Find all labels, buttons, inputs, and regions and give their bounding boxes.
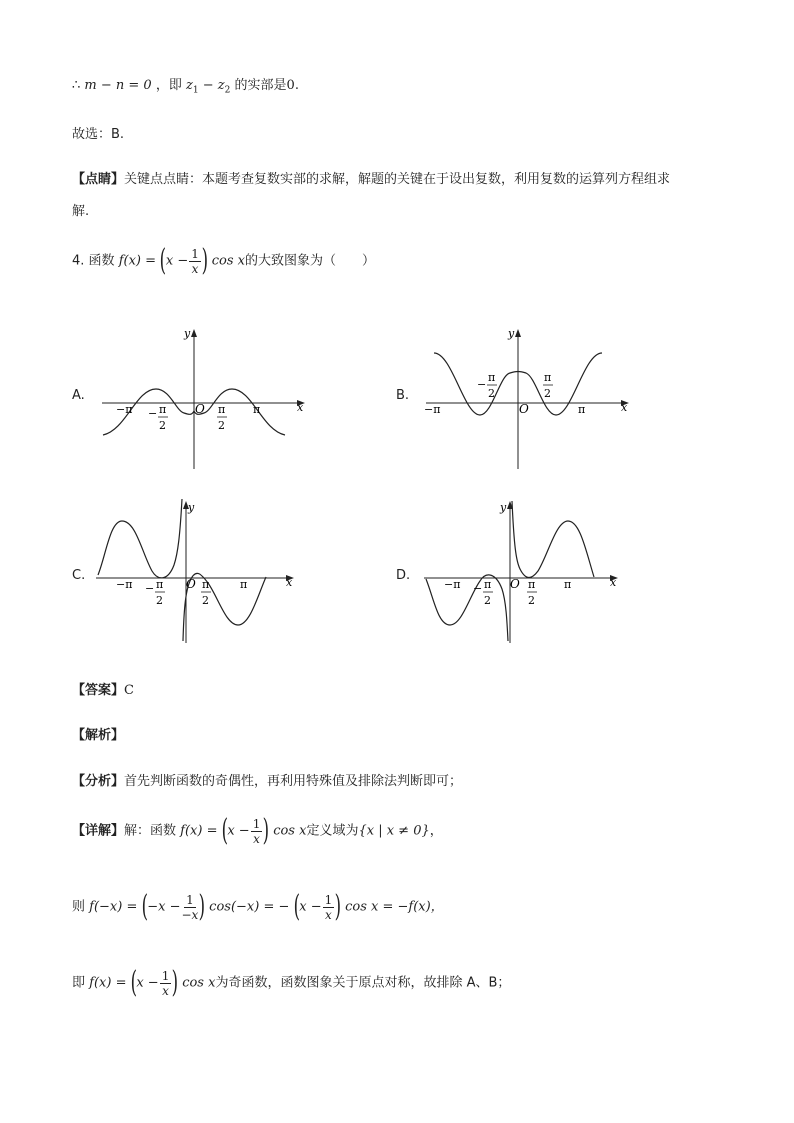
z2-subscript: 2 xyxy=(224,85,231,96)
right-paren: ) xyxy=(262,813,270,848)
neg-pi-tick-c: −π xyxy=(116,578,133,591)
graph-b xyxy=(420,325,635,475)
then-tail: cos x = −f(x)， xyxy=(345,899,444,915)
line-real-part xyxy=(72,74,299,96)
pi-tick-d: π xyxy=(564,578,572,591)
right-paren: ) xyxy=(334,889,342,924)
ie-line xyxy=(72,965,511,1000)
graph-d xyxy=(418,495,633,647)
ie-x-minus: x − xyxy=(136,975,159,991)
fenxi-line xyxy=(72,770,462,789)
choice-line: 故选：B. xyxy=(72,127,125,142)
answer-line xyxy=(72,679,134,698)
x-label-c: x xyxy=(286,576,293,589)
fraction-1-over-x xyxy=(323,894,335,921)
x-minus: x − xyxy=(165,253,189,269)
neg-pi-tick-a: −π xyxy=(116,403,133,416)
half-pi-den-d: 2 xyxy=(528,594,535,607)
half-pi-den-a: 2 xyxy=(218,419,225,432)
question-number: 4. xyxy=(72,253,85,269)
half-pi-den-b: 2 xyxy=(544,387,551,400)
comment-line-1 xyxy=(72,168,670,187)
function-fx: f(x) = xyxy=(118,253,157,269)
denominator: x xyxy=(162,983,169,998)
comment-line-2: 解. xyxy=(72,204,90,219)
neg-sign-c: − xyxy=(145,582,155,595)
x-minus: x − xyxy=(299,899,322,915)
question-prefix: 函数 xyxy=(88,253,115,269)
neg-sign-b: − xyxy=(477,378,487,391)
analysis-label: 【解析】 xyxy=(72,728,125,743)
comma: ， xyxy=(429,823,443,839)
therefore-symbol: ∴ xyxy=(72,78,81,93)
neg-half-pi-num-d: π xyxy=(484,578,492,591)
right-paren: ) xyxy=(171,965,179,1000)
comment-text-1: 关键点点睛：本题考查复数实部的求解，解题的关键在于设出复数，利用复数的运算列方程组求 xyxy=(124,172,671,187)
numerator: 1 xyxy=(191,246,199,261)
left-paren: ( xyxy=(141,889,148,924)
text-ji: ，即 xyxy=(155,78,182,93)
numerator: 1 xyxy=(161,968,170,983)
y-label-c: y xyxy=(188,501,195,514)
ie-prefix: 即 xyxy=(72,975,86,991)
detail-label: 【详解】 xyxy=(72,823,125,839)
right-paren: ) xyxy=(201,243,208,278)
origin-a: O xyxy=(195,402,205,416)
denominator: x xyxy=(325,907,332,922)
denominator: x xyxy=(191,261,199,276)
left-paren: ( xyxy=(293,889,300,924)
pi-tick-a: π xyxy=(253,403,261,416)
half-pi-num-d: π xyxy=(528,578,536,591)
equation-m-n: m − n = 0 xyxy=(84,78,152,93)
detail-x-minus: x − xyxy=(227,823,250,839)
ie-cos: cos x xyxy=(182,975,216,991)
ie-text: 为奇函数，函数图象关于原点对称，故排除 A、B； xyxy=(215,975,511,991)
fenxi-label: 【分析】 xyxy=(72,774,125,789)
left-paren: ( xyxy=(130,965,137,1000)
half-pi-num-a: π xyxy=(218,403,226,416)
y-axis-arrow xyxy=(515,329,521,337)
z-symbol-2: z xyxy=(217,78,225,93)
half-pi-num-c: π xyxy=(202,578,210,591)
pi-tick-b: π xyxy=(578,403,586,416)
option-d-label: D. xyxy=(396,568,411,583)
origin-d: O xyxy=(510,577,520,591)
answer-label: 【答案】 xyxy=(72,683,125,698)
curve-d-right xyxy=(512,501,594,578)
detail-intro: 解：函数 xyxy=(124,823,177,839)
y-axis-arrow xyxy=(191,329,197,337)
neg-half-pi-den-d: 2 xyxy=(484,594,491,607)
neg-pi-tick-d: −π xyxy=(444,578,461,591)
graph-c xyxy=(90,495,305,647)
neg-half-pi-num-a: π xyxy=(159,403,167,416)
denominator: −x xyxy=(181,907,199,922)
text-real-part: 的实部是 xyxy=(234,78,287,93)
neg-half-pi-num-c: π xyxy=(156,578,164,591)
then-line xyxy=(72,889,444,924)
neg-pi-tick-b: −π xyxy=(424,403,441,416)
fraction-1-over-x xyxy=(251,818,263,845)
curve-d-left xyxy=(426,575,508,641)
neg-sign-a: − xyxy=(148,407,158,420)
curve-c-left xyxy=(98,499,182,578)
neg-half-pi-den-b: 2 xyxy=(488,387,495,400)
detail-fx: f(x) = xyxy=(180,823,218,839)
half-pi-den-c: 2 xyxy=(202,594,209,607)
cos-x: cos x xyxy=(211,253,245,269)
detail-cos: cos x xyxy=(273,823,307,839)
then-prefix: 则 xyxy=(72,899,86,915)
period: . xyxy=(294,78,299,93)
origin-c: O xyxy=(186,577,196,591)
neg-half-pi-den-c: 2 xyxy=(156,594,163,607)
cos-neg-x: cos(−x) = − xyxy=(209,899,290,915)
y-label-a: y xyxy=(184,327,191,340)
comment-label: 【点睛】 xyxy=(72,172,125,187)
fraction-1-over-x xyxy=(189,248,201,275)
numerator: 1 xyxy=(186,892,194,907)
fenxi-text: 首先判断函数的奇偶性，再利用特殊值及排除法判断即可； xyxy=(124,774,463,789)
neg-half-pi-den-a: 2 xyxy=(159,419,166,432)
origin-b: O xyxy=(519,402,529,416)
question-4 xyxy=(72,243,375,278)
half-pi-num-b: π xyxy=(544,371,552,384)
pi-tick-c: π xyxy=(240,578,248,591)
left-paren: ( xyxy=(159,243,167,278)
fraction-1-over-neg-x xyxy=(181,894,198,921)
numerator: 1 xyxy=(324,892,333,907)
graph-a xyxy=(96,325,311,475)
fraction-1-over-x xyxy=(160,970,172,997)
neg-sign-d: − xyxy=(473,582,483,595)
ie-fx: f(x) = xyxy=(89,975,127,991)
x-label-d: x xyxy=(610,576,617,589)
domain-text: 定义域为 xyxy=(306,823,359,839)
x-label-a: x xyxy=(297,401,304,414)
domain-set: {x | x ≠ 0} xyxy=(358,823,430,839)
y-label-d: y xyxy=(500,501,507,514)
numerator: 1 xyxy=(252,816,261,831)
x-label-b: x xyxy=(621,401,628,414)
denominator: x xyxy=(253,831,260,846)
question-suffix: 的大致图象为（ ） xyxy=(244,253,375,269)
value-zero: 0 xyxy=(286,78,295,93)
f-neg-x: f(−x) = xyxy=(89,899,138,915)
option-a-label: A. xyxy=(72,388,85,403)
z1-subscript: 1 xyxy=(192,85,199,96)
right-paren: ) xyxy=(198,889,206,924)
y-label-b: y xyxy=(508,327,515,340)
z-symbol: z xyxy=(186,78,193,93)
option-c-label: C. xyxy=(72,568,86,583)
left-paren: ( xyxy=(221,813,228,848)
minus-sign: − xyxy=(198,78,218,93)
detail-line xyxy=(72,813,443,848)
option-b-label: B. xyxy=(396,388,410,403)
neg-x-minus: −x − xyxy=(147,899,181,915)
neg-half-pi-num-b: π xyxy=(488,371,496,384)
answer-value: C xyxy=(124,683,134,698)
